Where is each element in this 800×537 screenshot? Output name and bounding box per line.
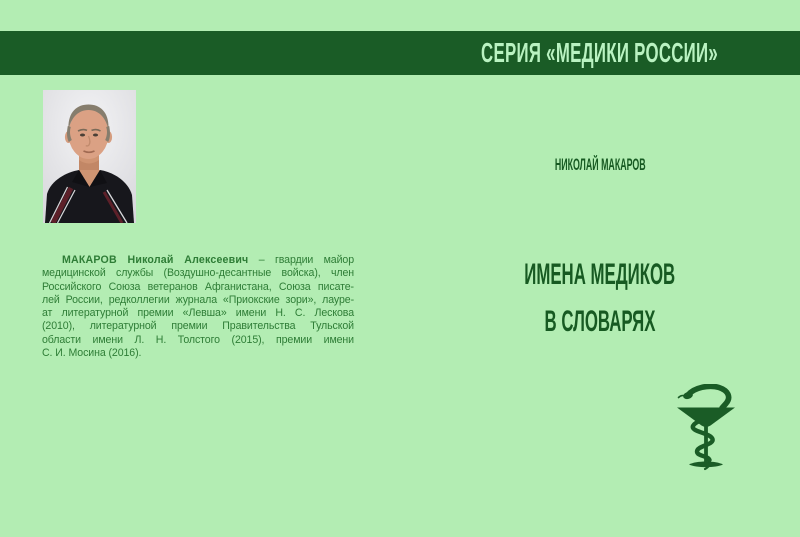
- series-band-label-area: [400, 31, 800, 75]
- book-title-line1: ИМЕНА МЕДИКОВ: [524, 258, 676, 291]
- author-name: НИКОЛАЙ МАКАРОВ: [554, 154, 646, 174]
- author-name-area: [400, 156, 800, 173]
- medical-emblem: [676, 384, 736, 476]
- series-title: СЕРИЯ «МЕДИКИ РОССИИ»: [481, 37, 719, 68]
- book-title-line2: В СЛОВАРЯХ: [544, 305, 656, 338]
- bio-line: МАКАРОВ Николай Алексеевич – гвардии майор: [62, 254, 354, 266]
- bio-author-name: МАКАРОВ Николай Алексеевич: [62, 254, 249, 266]
- bio-line: области имени Л. Н. Толстого (2015), премии имени: [42, 333, 354, 346]
- bio-line: лей России, редколлегии журнала «Приокские зори», лауре-: [42, 293, 354, 306]
- author-portrait: [43, 90, 136, 223]
- book-title-line2-area: [400, 306, 800, 338]
- bowl-of-hygieia-icon: [676, 384, 736, 476]
- series-band: [0, 31, 800, 75]
- author-bio: [42, 254, 354, 360]
- author-photo-icon: [43, 90, 136, 223]
- bio-line: Российского Союза ветеранов Афганистана, Союза писате-: [42, 280, 354, 293]
- bio-line: С. И. Мосина (2016).: [42, 347, 142, 360]
- bio-line: (2010), литературной премии Правительства Тульской: [42, 320, 354, 333]
- bio-line: ат литературной премии «Левша» имени Н. С. Лескова: [42, 307, 354, 320]
- book-title-line1-area: [400, 259, 800, 291]
- bio-line: медицинской службы (Воздушно-десантные войска), член: [42, 267, 354, 280]
